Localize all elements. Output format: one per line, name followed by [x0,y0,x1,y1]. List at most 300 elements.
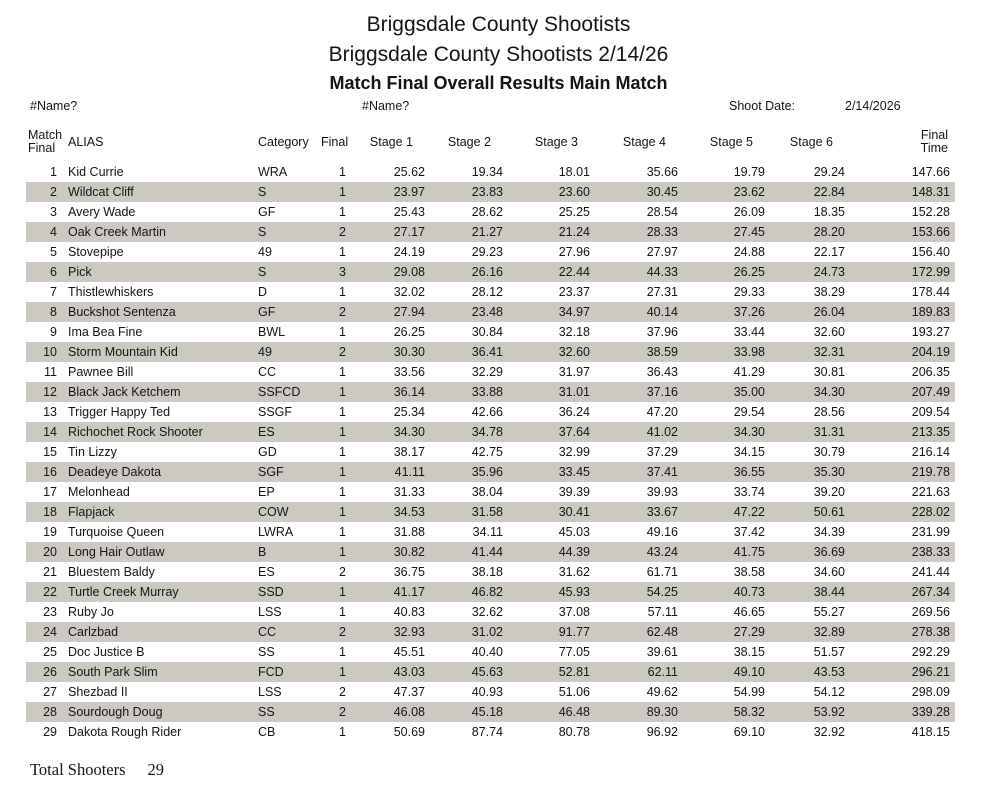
stage3-cell: 91.77 [558,625,590,639]
table-row [26,362,955,382]
table-row [26,522,955,542]
stage3-cell: 33.45 [558,465,590,479]
stage4-cell: 28.33 [646,225,678,239]
table-row [26,682,955,702]
stage2-cell: 28.12 [471,285,503,299]
stage5-cell: 47.22 [733,505,765,519]
stage5-cell: 69.10 [733,725,765,739]
stage1-cell: 32.02 [393,285,425,299]
stage2-cell: 42.66 [471,405,503,419]
stage3-cell: 44.39 [558,545,590,559]
stage1-cell: 27.17 [393,225,425,239]
stage4-cell: 49.62 [646,685,678,699]
final-time-cell: 216.14 [911,445,950,459]
category-cell: BWL [258,325,286,339]
stage5-cell: 26.09 [733,205,765,219]
stage3-cell: 52.81 [558,665,590,679]
stage5-cell: 24.88 [733,245,765,259]
table-row [26,422,955,442]
final-cell: 1 [339,725,346,739]
event-title: Briggsdale County Shootists 2/14/26 [328,43,669,66]
category-cell: WRA [258,165,288,179]
table-row [26,342,955,362]
stage6-cell: 32.89 [813,625,845,639]
stage2-cell: 46.82 [471,585,503,599]
stage6-cell: 54.12 [813,685,845,699]
stage1-cell: 31.33 [393,485,425,499]
stage6-cell: 30.81 [813,365,845,379]
stage4-cell: 61.71 [646,565,678,579]
stage2-cell: 38.04 [471,485,503,499]
stage5-cell: 41.75 [733,545,765,559]
stage1-cell: 36.14 [393,385,425,399]
alias-cell: Wildcat Cliff [68,185,134,199]
rank-cell: 14 [43,425,57,439]
stage4-cell: 47.20 [646,405,678,419]
alias-cell: Pawnee Bill [68,365,134,379]
stage3-cell: 23.60 [558,185,590,199]
stage4-cell: 96.92 [646,725,678,739]
category-cell: LSS [258,605,282,619]
final-time-cell: 228.02 [911,505,950,519]
final-cell: 1 [339,405,346,419]
final-cell: 2 [339,225,346,239]
final-cell: 3 [339,265,346,279]
report-info-row [0,99,997,114]
header-stage-2: Stage 2 [447,135,491,149]
alias-cell: Tin Lizzy [68,445,117,459]
stage5-cell: 33.74 [733,485,765,499]
stage6-cell: 28.20 [813,225,845,239]
final-cell: 2 [339,565,346,579]
stage1-cell: 25.43 [393,205,425,219]
alias-cell: Carlzbad [68,625,119,639]
table-row [26,382,955,402]
rank-cell: 8 [50,305,57,319]
table-row [26,302,955,322]
final-cell: 1 [339,165,346,179]
stage4-cell: 41.02 [646,425,678,439]
table-row [26,562,955,582]
header-stage-4: Stage 4 [622,135,666,149]
final-cell: 1 [339,525,346,539]
stage5-cell: 27.45 [733,225,765,239]
final-time-cell: 241.44 [911,565,950,579]
stage6-cell: 50.61 [813,505,845,519]
stage2-cell: 40.40 [471,645,503,659]
final-cell: 1 [339,285,346,299]
stage6-cell: 34.39 [813,525,845,539]
alias-cell: Deadeye Dakota [68,465,162,479]
stage1-cell: 41.17 [393,585,425,599]
final-time-cell: 193.27 [911,325,950,339]
stage2-cell: 26.16 [471,265,503,279]
table-row [26,402,955,422]
final-time-cell: 148.31 [911,185,950,199]
table-row [26,182,955,202]
category-cell: CC [258,625,277,639]
final-time-cell: 206.35 [911,365,950,379]
rank-cell: 3 [50,205,57,219]
stage6-cell: 39.20 [813,485,845,499]
stage6-cell: 26.04 [813,305,845,319]
stage1-cell: 38.17 [393,445,425,459]
alias-cell: Stovepipe [68,245,124,259]
rank-cell: 19 [43,525,57,539]
table-row [26,622,955,642]
stage5-cell: 19.79 [733,165,765,179]
rank-cell: 13 [43,405,57,419]
stage2-cell: 87.74 [471,725,503,739]
stage4-cell: 27.31 [646,285,678,299]
stage2-cell: 33.88 [471,385,503,399]
stage2-cell: 42.75 [471,445,503,459]
stage2-cell: 29.23 [471,245,503,259]
alias-cell: Ruby Jo [68,605,114,619]
stage2-cell: 36.41 [471,345,503,359]
final-time-cell: 153.66 [911,225,950,239]
stage3-cell: 32.99 [558,445,590,459]
shoot-date-value: 2/14/2026 [845,99,901,113]
stage1-cell: 29.08 [393,265,425,279]
stage4-cell: 57.11 [647,605,678,619]
table-row [26,242,955,262]
alias-cell: Bluestem Baldy [68,565,155,579]
final-time-cell: 209.54 [911,405,950,419]
stage2-cell: 30.84 [471,325,503,339]
stage3-cell: 32.18 [558,325,590,339]
final-time-cell: 296.21 [911,665,950,679]
table-row [26,442,955,462]
alias-cell: Thistlewhiskers [68,285,154,299]
rank-cell: 16 [43,465,57,479]
stage5-cell: 35.00 [733,385,765,399]
stage3-cell: 37.64 [558,425,590,439]
stage5-cell: 23.62 [733,185,765,199]
stage4-cell: 38.59 [646,345,678,359]
alias-cell: Buckshot Sentenza [68,305,176,319]
table-row [26,502,955,522]
final-time-cell: 238.33 [911,545,950,559]
final-time-cell: 418.15 [911,725,950,739]
final-cell: 2 [339,345,346,359]
final-time-cell: 178.44 [911,285,950,299]
final-cell: 2 [339,305,346,319]
stage6-cell: 51.57 [813,645,845,659]
stage3-cell: 45.93 [558,585,590,599]
header-match-final: Match Final [28,127,63,155]
stage1-cell: 43.03 [393,665,425,679]
stage4-cell: 54.25 [646,585,678,599]
alias-cell: Ima Bea Fine [68,325,143,339]
stage5-cell: 29.33 [733,285,765,299]
final-cell: 1 [339,545,346,559]
stage3-cell: 31.62 [558,565,590,579]
alias-cell: Pick [68,265,92,279]
stage5-cell: 36.55 [733,465,765,479]
alias-cell: Melonhead [68,485,130,499]
category-cell: GD [258,445,277,459]
stage6-cell: 38.44 [813,585,845,599]
rank-cell: 21 [43,565,57,579]
stage6-cell: 31.31 [813,425,845,439]
stage6-cell: 18.35 [813,205,845,219]
final-time-cell: 189.83 [911,305,950,319]
club-title: Briggsdale County Shootists [366,13,631,36]
stage1-cell: 23.97 [393,185,425,199]
stage1-cell: 50.69 [393,725,425,739]
rank-cell: 26 [43,665,57,679]
alias-cell: Black Jack Ketchem [68,385,181,399]
category-cell: ES [258,565,275,579]
final-cell: 2 [339,705,346,719]
final-time-cell: 172.99 [911,265,950,279]
header-final: Final [321,135,349,149]
stage1-cell: 41.11 [394,465,425,479]
results-table [26,122,955,742]
stage5-cell: 38.15 [733,645,765,659]
rank-cell: 11 [44,365,57,379]
rank-cell: 7 [50,285,57,299]
final-time-cell: 231.99 [911,525,950,539]
rank-cell: 28 [43,705,57,719]
stage5-cell: 38.58 [733,565,765,579]
stage4-cell: 44.33 [646,265,678,279]
stage5-cell: 34.30 [733,425,765,439]
category-cell: GF [258,205,276,219]
header-stage-1: Stage 1 [369,135,413,149]
stage2-cell: 41.44 [471,545,503,559]
alias-cell: Kid Currie [68,165,124,179]
final-cell: 1 [339,425,346,439]
table-row [26,582,955,602]
alias-cell: Turtle Creek Murray [68,585,179,599]
rank-cell: 15 [43,445,57,459]
total-shooters [30,760,164,780]
final-time-cell: 339.28 [911,705,950,719]
stage4-cell: 30.45 [646,185,678,199]
stage4-cell: 37.41 [646,465,678,479]
category-cell: SSGF [258,405,293,419]
stage5-cell: 37.42 [733,525,765,539]
stage1-cell: 34.53 [393,505,425,519]
rank-cell: 4 [50,225,57,239]
stage4-cell: 33.67 [646,505,678,519]
stage1-cell: 25.34 [393,405,425,419]
name-field-center: #Name? [362,99,410,113]
stage3-cell: 18.01 [558,165,590,179]
stage3-cell: 31.97 [558,365,590,379]
rank-cell: 20 [43,545,57,559]
stage3-cell: 37.08 [558,605,590,619]
category-cell: CB [258,725,276,739]
category-cell: S [258,185,267,199]
category-cell: ES [258,425,275,439]
stage5-cell: 29.54 [733,405,765,419]
stage2-cell: 23.83 [471,185,503,199]
stage2-cell: 21.27 [471,225,503,239]
rank-cell: 12 [43,385,57,399]
header-category: Category [258,135,309,149]
alias-cell: Avery Wade [68,205,136,219]
stage4-cell: 28.54 [646,205,678,219]
table-row [26,222,955,242]
stage3-cell: 22.44 [558,265,590,279]
stage5-cell: 34.15 [733,445,765,459]
stage4-cell: 39.61 [646,645,678,659]
stage3-cell: 21.24 [558,225,590,239]
stage6-cell: 22.84 [813,185,845,199]
stage6-cell: 55.27 [813,605,845,619]
stage5-cell: 46.65 [733,605,765,619]
stage2-cell: 19.34 [471,165,503,179]
stage4-cell: 49.16 [646,525,678,539]
category-cell: 49 [258,245,272,259]
final-time-cell: 207.49 [911,385,950,399]
rank-cell: 29 [43,725,57,739]
rank-cell: 6 [50,265,57,279]
final-cell: 1 [339,325,346,339]
table-row [26,462,955,482]
total-shooters-label: Total Shooters [30,760,126,779]
stage3-cell: 46.48 [558,705,590,719]
stage1-cell: 36.75 [393,565,425,579]
category-cell: SSFCD [258,385,301,399]
stage4-cell: 35.66 [646,165,678,179]
report-title: Match Final Overall Results Main Match [329,73,668,93]
header-final-time: Final Time [920,127,948,155]
stage1-cell: 27.94 [393,305,425,319]
stage4-cell: 37.29 [646,445,678,459]
category-cell: CC [258,365,277,379]
final-time-cell: 292.29 [911,645,950,659]
final-time-cell: 221.63 [911,485,950,499]
rank-cell: 2 [50,185,57,199]
table-row [26,322,955,342]
stage6-cell: 38.29 [813,285,845,299]
rank-cell: 22 [43,585,57,599]
alias-cell: Doc Justice B [68,645,145,659]
stage2-cell: 34.78 [471,425,503,439]
stage3-cell: 23.37 [558,285,590,299]
stage5-cell: 26.25 [733,265,765,279]
shoot-date-label: Shoot Date: [729,99,796,113]
category-cell: LWRA [258,525,294,539]
final-cell: 1 [339,385,346,399]
alias-cell: Richochet Rock Shooter [68,425,203,439]
final-cell: 2 [339,685,346,699]
stage6-cell: 28.56 [813,405,845,419]
rank-cell: 17 [43,485,57,499]
alias-cell: Sourdough Doug [68,705,163,719]
stage2-cell: 32.29 [471,365,503,379]
alias-cell: Turquoise Queen [68,525,165,539]
header-stage-5: Stage 5 [709,135,753,149]
table-row [26,642,955,662]
stage1-cell: 25.62 [393,165,425,179]
stage3-cell: 30.41 [558,505,590,519]
stage1-cell: 30.30 [393,345,425,359]
category-cell: B [258,545,267,559]
rank-cell: 25 [43,645,57,659]
category-cell: D [258,285,268,299]
rank-cell: 27 [43,685,57,699]
category-cell: S [258,265,267,279]
alias-cell: Dakota Rough Rider [68,725,182,739]
category-cell: SSD [258,585,284,599]
stage2-cell: 45.18 [471,705,503,719]
stage3-cell: 36.24 [558,405,590,419]
table-row [26,542,955,562]
stage1-cell: 40.83 [393,605,425,619]
stage2-cell: 38.18 [471,565,503,579]
stage5-cell: 33.44 [733,325,765,339]
final-cell: 1 [339,205,346,219]
stage4-cell: 43.24 [646,545,678,559]
category-cell: SS [258,645,275,659]
stage6-cell: 34.60 [813,565,845,579]
alias-cell: Long Hair Outlaw [68,545,165,559]
stage4-cell: 27.97 [646,245,678,259]
stage3-cell: 32.60 [558,345,590,359]
stage5-cell: 54.99 [733,685,765,699]
final-time-cell: 213.35 [911,425,950,439]
stage3-cell: 51.06 [558,685,590,699]
stage2-cell: 34.11 [472,525,503,539]
stage5-cell: 37.26 [733,305,765,319]
category-cell: SS [258,705,275,719]
header-stage-3: Stage 3 [534,135,578,149]
final-time-cell: 219.78 [911,465,950,479]
stage1-cell: 34.30 [393,425,425,439]
stage4-cell: 62.11 [647,665,678,679]
stage1-cell: 32.93 [393,625,425,639]
stage5-cell: 27.29 [733,625,765,639]
stage5-cell: 33.98 [733,345,765,359]
final-time-cell: 278.38 [911,625,950,639]
final-cell: 1 [339,585,346,599]
final-time-cell: 147.66 [911,165,950,179]
category-cell: COW [258,505,289,519]
stage6-cell: 53.92 [813,705,845,719]
final-time-cell: 152.28 [911,205,950,219]
final-cell: 1 [339,605,346,619]
stage1-cell: 46.08 [393,705,425,719]
category-cell: LSS [258,685,282,699]
alias-cell: Trigger Happy Ted [68,405,171,419]
alias-cell: Oak Creek Martin [68,225,166,239]
category-cell: EP [258,485,275,499]
rank-cell: 23 [43,605,57,619]
stage1-cell: 30.82 [393,545,425,559]
stage2-cell: 31.58 [471,505,503,519]
category-cell: 49 [258,345,272,359]
stage5-cell: 58.32 [733,705,765,719]
stage4-cell: 89.30 [646,705,678,719]
stage6-cell: 34.30 [813,385,845,399]
final-cell: 1 [339,445,346,459]
stage1-cell: 47.37 [393,685,425,699]
stage3-cell: 27.96 [558,245,590,259]
stage3-cell: 45.03 [558,525,590,539]
header-stage-6: Stage 6 [789,135,833,149]
header-alias: ALIAS [68,135,104,149]
final-cell: 1 [339,365,346,379]
final-cell: 1 [339,185,346,199]
stage6-cell: 32.60 [813,325,845,339]
results-table-header [26,122,955,162]
rank-cell: 10 [43,345,57,359]
